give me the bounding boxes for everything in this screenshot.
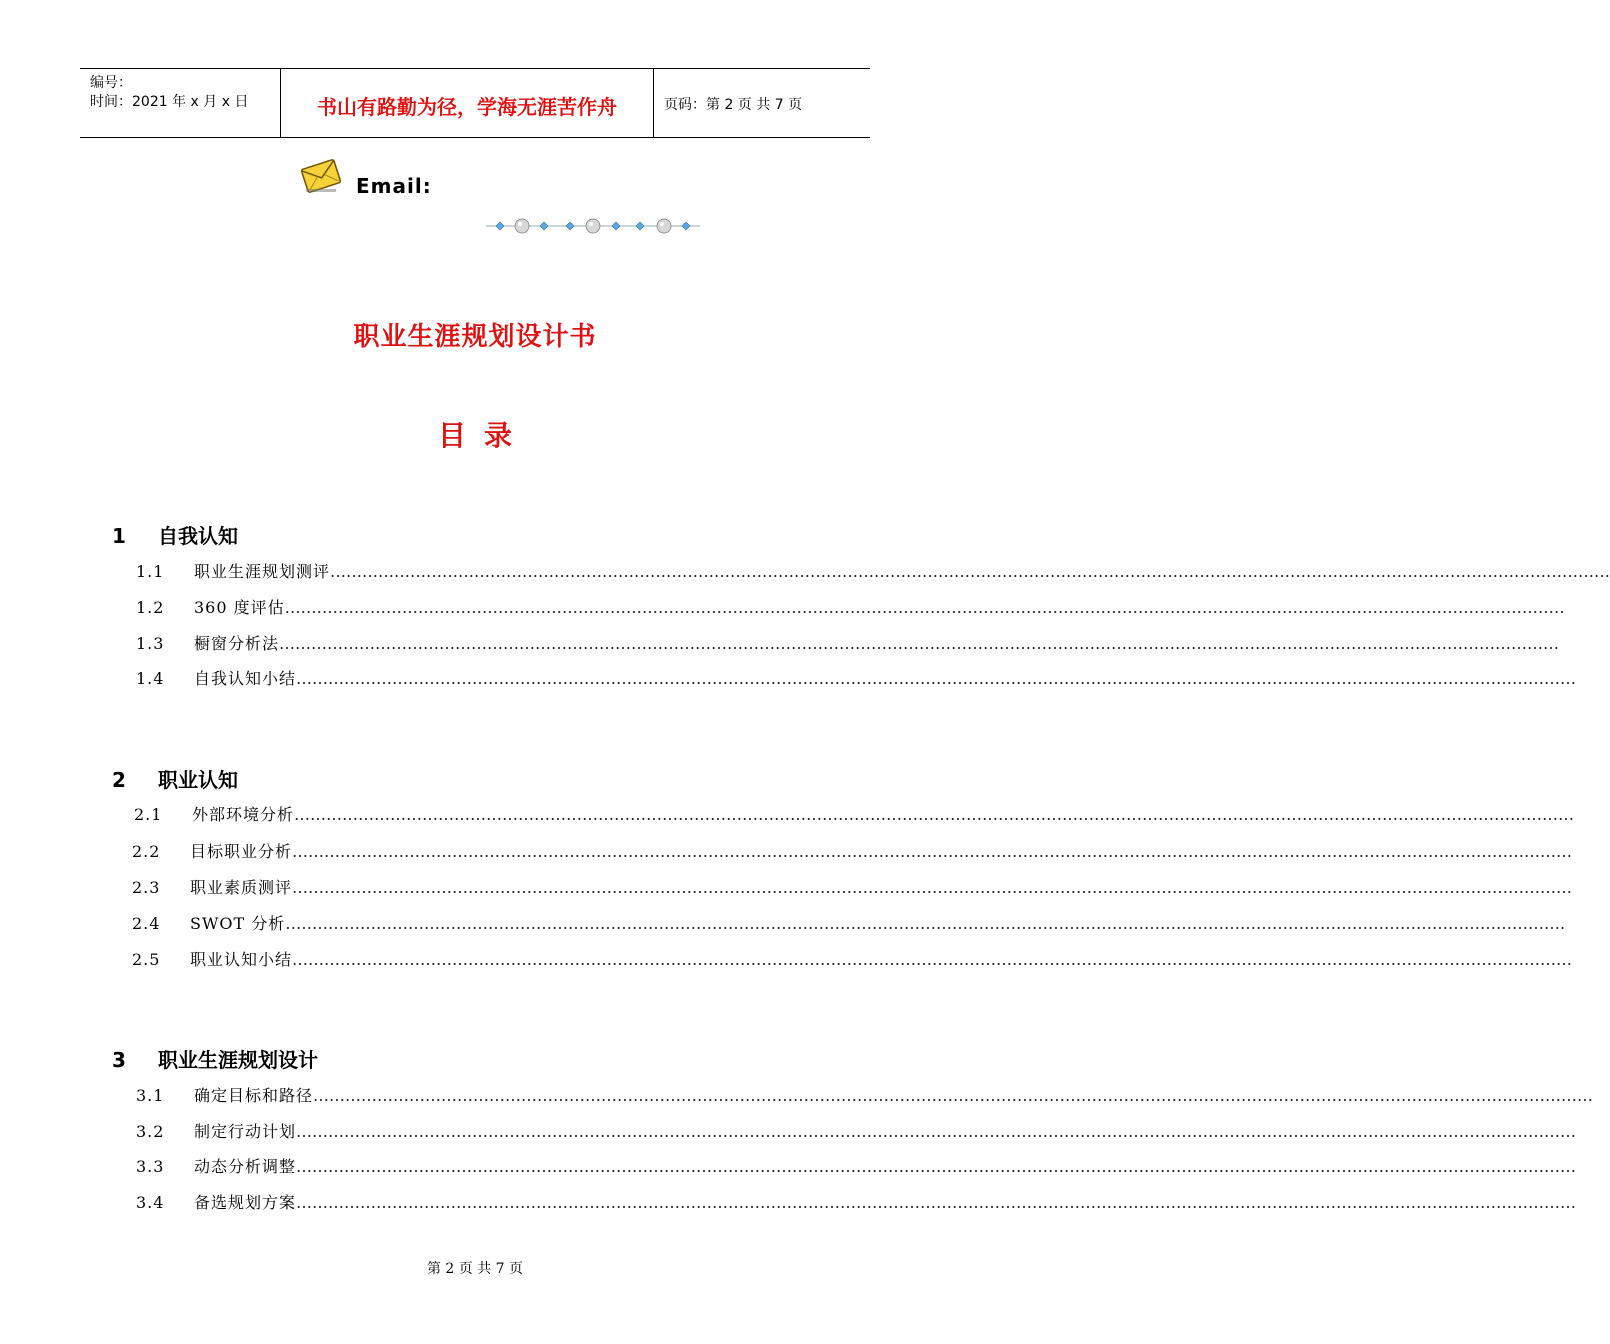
motto-text: 书山有路勤为径，学海无涯苦作舟 — [317, 95, 617, 119]
toc-section-heading — [112, 520, 238, 549]
toc-entry-text: 360 度评估 — [194, 598, 285, 617]
toc-entry-text: 职业素质测评 — [190, 878, 293, 897]
date-label: 时间：2021 年 x 月 x 日 — [90, 94, 249, 110]
toc-entry-text: 外部环境分析 — [192, 805, 295, 824]
toc-entry-number: 1.4 — [136, 669, 165, 688]
toc-entry-text: 职业生涯规划测评 — [194, 562, 331, 581]
toc-entry-number: 3.2 — [136, 1122, 165, 1141]
dot-leader: …………………………………………………………………………………………………………………………………………………………………………………………………………………… — [285, 914, 1566, 933]
toc-entry-number: 2.1 — [134, 805, 163, 824]
toc-entry-number: 1.2 — [136, 598, 165, 617]
page-number-info: 页码：第 2 页 共 7 页 — [664, 97, 803, 113]
section-number: 2 — [112, 768, 126, 792]
toc-heading: 目录 — [437, 419, 530, 452]
toc-entry-number: 2.2 — [132, 842, 161, 861]
decorative-divider-icon — [484, 213, 702, 239]
dot-leader: …………………………………………………………………………………………………………………………………………………………………………………………………………………… — [313, 1086, 1594, 1105]
toc-entry-text: 自我认知小结 — [194, 669, 297, 688]
toc-entry[interactable] — [134, 802, 1575, 826]
section-number: 3 — [112, 1048, 126, 1072]
dot-leader: …………………………………………………………………………………………………………………………………………………………………………………………………………………… — [284, 598, 1565, 617]
toc-entry-number: 2.5 — [132, 950, 161, 969]
header-meta-cell — [80, 69, 281, 137]
toc-entry[interactable] — [132, 911, 1566, 935]
dot-leader: …………………………………………………………………………………………………………………………………………………………………………………………………………………… — [292, 878, 1573, 897]
dot-leader: …………………………………………………………………………………………………………………………………………………………………………………………………………………… — [296, 1193, 1577, 1212]
toc-entry[interactable] — [132, 875, 1573, 899]
toc-entry-number: 3.1 — [136, 1086, 165, 1105]
toc-entry-text: 备选规划方案 — [194, 1193, 297, 1212]
dot-leader: …………………………………………………………………………………………………………………………………………………………………………………………………………………… — [294, 805, 1575, 824]
section-title: 职业认知 — [158, 768, 238, 792]
envelope-icon — [300, 158, 342, 194]
toc-entry[interactable] — [136, 666, 1577, 690]
toc-entry-text: 职业认知小结 — [190, 950, 293, 969]
toc-section-heading — [112, 764, 238, 793]
toc-entry[interactable] — [136, 559, 1610, 583]
dot-leader: …………………………………………………………………………………………………………………………………………………………………………………………………………………… — [292, 950, 1573, 969]
toc-entry-number: 1.3 — [136, 634, 165, 653]
toc-entry-text: 动态分析调整 — [194, 1157, 297, 1176]
toc-entry[interactable] — [136, 631, 1560, 655]
toc-entry-text: 橱窗分析法 — [194, 634, 280, 653]
toc-entry[interactable] — [136, 1154, 1577, 1178]
header-page-cell — [654, 69, 870, 137]
toc-entry[interactable] — [132, 839, 1573, 863]
toc-entry-text: SWOT 分析 — [190, 914, 286, 933]
toc-entry[interactable] — [136, 595, 1565, 619]
toc-entry-number: 1.1 — [136, 562, 165, 581]
toc-entry-number: 2.3 — [132, 878, 161, 897]
dot-leader: …………………………………………………………………………………………………………………………………………………………………………………………………………………… — [296, 1122, 1577, 1141]
email-label: Email: — [356, 174, 432, 198]
header-motto-cell — [281, 69, 654, 137]
toc-entry-number: 3.4 — [136, 1193, 165, 1212]
toc-entry[interactable] — [136, 1190, 1577, 1214]
page-header-table — [80, 68, 870, 138]
dot-leader: …………………………………………………………………………………………………………………………………………………………………………………………………………………… — [296, 669, 1577, 688]
dot-leader: …………………………………………………………………………………………………………………………………………………………………………………………………………………… — [292, 842, 1573, 861]
dot-leader: …………………………………………………………………………………………………………………………………………………………………………………………………………………… — [279, 634, 1560, 653]
toc-entry-number: 2.4 — [132, 914, 161, 933]
toc-entry-number: 3.3 — [136, 1157, 165, 1176]
toc-entry-text: 目标职业分析 — [190, 842, 293, 861]
section-number: 1 — [112, 524, 126, 548]
toc-entry[interactable] — [136, 1119, 1577, 1143]
page-footer: 第 2 页 共 7 页 — [426, 1261, 524, 1277]
toc-section-heading — [112, 1044, 318, 1073]
toc-entry[interactable] — [132, 947, 1573, 971]
toc-entry[interactable] — [136, 1083, 1594, 1107]
serial-number-label: 编号： — [90, 75, 132, 91]
section-title: 职业生涯规划设计 — [158, 1048, 318, 1072]
toc-entry-text: 确定目标和路径 — [194, 1086, 314, 1105]
toc-entry-text: 制定行动计划 — [194, 1122, 297, 1141]
section-title: 自我认知 — [158, 524, 238, 548]
dot-leader: …………………………………………………………………………………………………………………………………………………………………………………………………………………… — [296, 1157, 1577, 1176]
dot-leader: …………………………………………………………………………………………………………………………………………………………………………………………………………………… — [330, 562, 1610, 581]
document-title: 职业生涯规划设计书 — [353, 322, 597, 352]
